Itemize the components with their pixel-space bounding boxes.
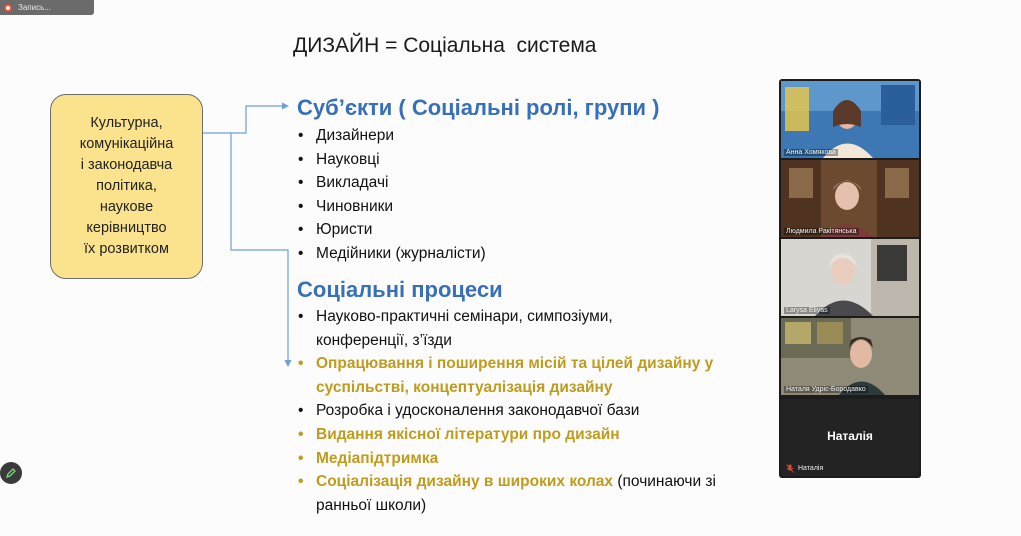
list-item (298, 399, 768, 423)
processes-list (298, 305, 768, 517)
video-tile[interactable] (781, 318, 919, 395)
subjects-list (298, 124, 486, 266)
list-item: • Медійники (журналісти) (298, 242, 486, 266)
list-item-line (316, 470, 768, 494)
video-tile[interactable] (781, 160, 919, 237)
video-feed (781, 239, 919, 316)
list-item: • Дизайнери (298, 124, 486, 148)
processes-heading: Соціальні процеси (297, 277, 503, 302)
pen-icon (5, 467, 17, 479)
list-item-line: • Розробка і удосконалення законодавчої бази (316, 402, 640, 420)
policy-line: їх розвитком (84, 241, 169, 257)
self-name: Наталія (827, 429, 873, 443)
list-item-highlight (298, 447, 768, 471)
video-feed (781, 81, 919, 158)
participant-name: Людмила Ракітянська (786, 228, 857, 235)
list-item: • Чиновники (298, 195, 486, 219)
policy-line: і законодавча (80, 157, 173, 173)
policy-line: наукове (99, 199, 154, 215)
participant-name: Анна Хомякова (786, 149, 836, 156)
list-item-line: • Науково-практичні семінари, симпозіуми, (316, 308, 613, 325)
subjects-heading: Суб’єкти ( Соціальні ролі, групи ) (297, 95, 660, 120)
annotate-pen-button[interactable] (0, 462, 22, 484)
self-video-tile[interactable] (781, 399, 919, 476)
policy-line: комунікаційна (79, 136, 174, 152)
list-item-line: • Видання якісної літератури про дизайн (316, 425, 620, 443)
arrow-head-right (282, 103, 289, 110)
policy-line: політика, (96, 178, 157, 194)
policy-line: керівництво (86, 220, 167, 236)
video-tile[interactable] (781, 81, 919, 158)
policy-line: Культурна, (90, 115, 163, 131)
self-label: Наталія (798, 465, 824, 472)
video-feed (781, 160, 919, 237)
participant-name: Larysa Eliyas (786, 307, 828, 314)
list-item-highlight (298, 352, 768, 399)
list-item-line: • Медіапідтримка (316, 449, 439, 467)
arrow-head-down (285, 360, 292, 367)
list-item-strong: Соціалізація дизайну в широких колах (316, 473, 614, 491)
list-item: • Викладачі (298, 171, 486, 195)
list-item-tail: (починаючи зі (613, 473, 716, 491)
arrow-to-processes (231, 133, 288, 360)
participant-name: Наталя Удріс-Бородавко (786, 386, 866, 393)
list-item: • Науковці (298, 148, 486, 172)
list-item-line: конференції, з’їзди (316, 331, 452, 349)
list-item-highlight (298, 470, 768, 517)
video-feed (781, 318, 919, 395)
slide-title: ДИЗАЙН = Соціальна система (293, 34, 597, 57)
list-item: • Юристи (298, 218, 486, 242)
mic-muted-icon (786, 464, 794, 473)
video-tile[interactable] (781, 239, 919, 316)
list-item-highlight (298, 423, 768, 447)
mute-status (786, 464, 823, 473)
list-item-line: суспільстві, концептуалізація дизайну (316, 378, 613, 396)
list-item (298, 305, 768, 352)
list-item-line: • Опрацювання і поширення місій та цілей дизайну у (316, 355, 714, 373)
video-gallery-panel (779, 79, 921, 478)
recording-label: Запись... (18, 3, 51, 12)
list-item-line: ранньої школи) (316, 496, 427, 514)
arrow-to-subjects (203, 106, 283, 133)
